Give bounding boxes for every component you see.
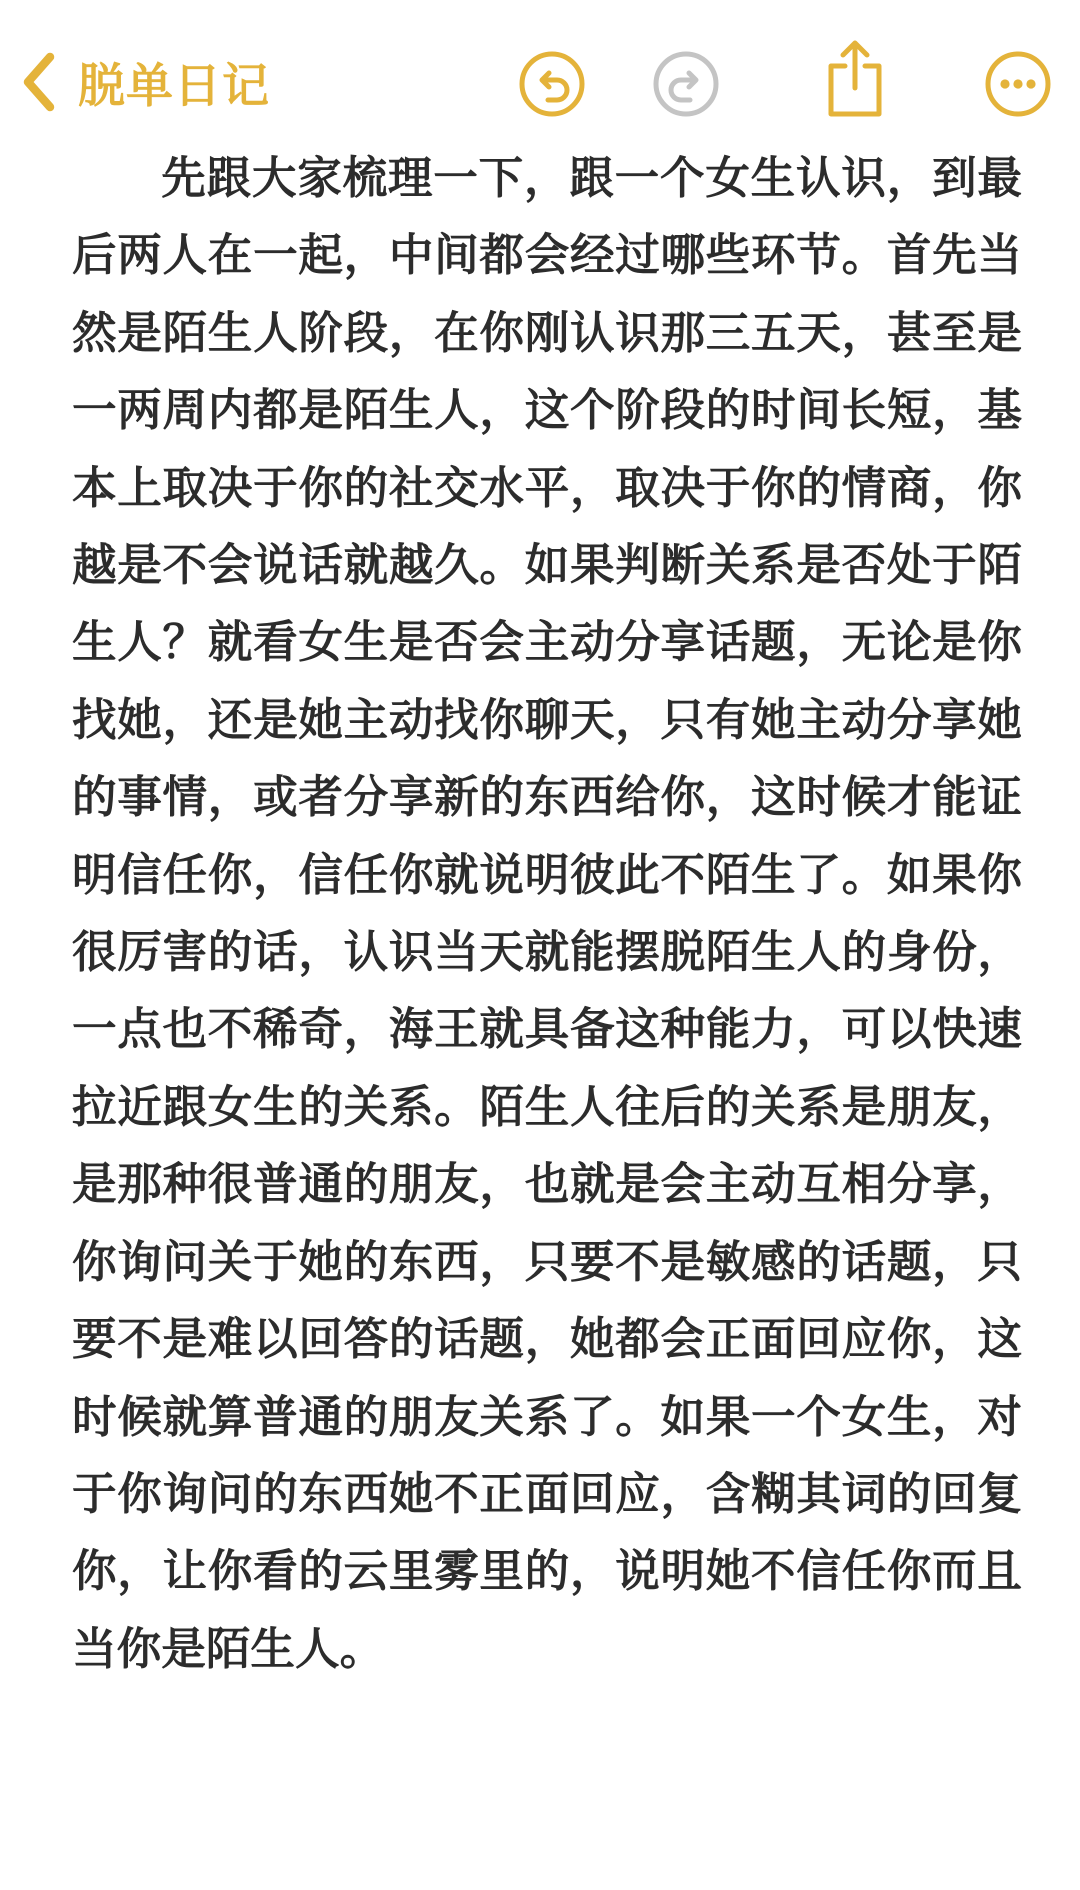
redo-button[interactable] <box>652 50 720 118</box>
more-button[interactable] <box>984 50 1052 118</box>
undo-icon <box>518 50 586 118</box>
back-button[interactable] <box>22 46 270 118</box>
redo-icon <box>652 50 720 118</box>
share-icon <box>823 38 887 120</box>
back-label: 脱单日记 <box>78 58 270 114</box>
more-icon <box>984 50 1052 118</box>
chevron-left-icon <box>22 51 56 113</box>
note-body-text[interactable]: 先跟大家梳理一下，跟一个女生认识，到最后两人在一起，中间都会经过哪些环节。首先当然是陌生人阶段，在你刚认识那三五天，甚至是一两周内都是陌生人，这个阶段的时间长短，基本上取决于你的社交水平，取决于你的情商，你越是不会说话就越久。如果判断关系是否处于陌生人？就看女生是否会主动分享话题，无论是你找她，还是她主动找你聊天，只有她主动分享她的事情，或者分享新的东西给你，这时候才能证明信任你，信任你就说明彼此不陌生了。如果你很厉害的话，认识当天就能摆脱陌生人的身份，一点也不稀奇，海王就具备这种能力，可以快速拉近跟女生的关系。陌生人往后的关系是朋友，是那种很普通的朋友，也就是会主动互相分享，你询问关于她的东西，只要不是敏感的话题，只要不是难以回答的话题，她都会正面回应你，这时候就算普通的朋友关系了。如果一个女生，对于你询问的东西她不正面回应，含糊其词的回复你，让你看的云里雾里的，说明她不信任你而且当你是陌生人。 <box>72 152 1022 1675</box>
top-toolbar <box>0 0 1080 150</box>
share-button[interactable] <box>823 38 887 120</box>
undo-button[interactable] <box>518 50 586 118</box>
